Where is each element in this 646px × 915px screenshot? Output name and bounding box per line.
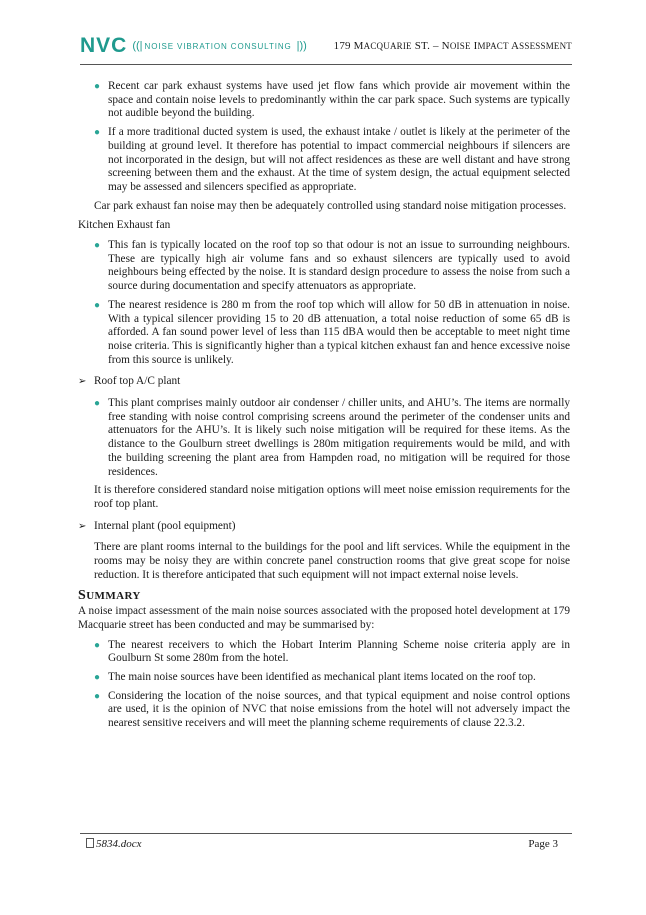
kitchen-heading: Kitchen Exhaust fan: [78, 219, 171, 232]
arrow-bullet-icon: ➢: [78, 520, 87, 532]
list-item: ● Considering the location of the noise sources, and that typical equipment and noise control options are used, it is the opinion of NVC that noise emissions from the hotel will not adversely impact the nearest sensitive receivers and will meet the planning scheme requirements of clause 22.3.2.: [94, 689, 570, 730]
logo-mark: NVC: [80, 34, 128, 57]
page-number: Page 3: [528, 838, 558, 850]
footer-divider: [80, 833, 572, 834]
bullet-icon: ●: [94, 240, 101, 252]
document-title: 179 MACQUARIE ST. – NOISE IMPACT ASSESSMENT: [333, 40, 572, 52]
carpark-bullets: [94, 80, 570, 195]
list-item: ● The nearest receivers to which the Hobart Interim Planning Scheme noise criteria apply are in Goulburn St some 280m from the hotel.: [94, 638, 570, 665]
summary-bullets: [94, 639, 570, 731]
summary-intro: A noise impact assessment of the main noise sources associated with the proposed hotel development at 179 Macquarie street has been conducted and may be summarised by:: [78, 605, 570, 631]
internal-heading: ➢ Internal plant (pool equipment): [78, 519, 236, 532]
logo-subtitle: NOISE VIBRATION CONSULTING: [144, 41, 292, 51]
bullet-icon: ●: [94, 81, 101, 92]
file-icon: [86, 838, 94, 848]
bullet-icon: ●: [94, 672, 101, 684]
list-item: ● The main noise sources have been identified as mechanical plant items located on the roof top.: [94, 671, 536, 684]
sound-wave-icon: ((|: [132, 40, 143, 52]
list-item: ● If a more traditional ducted system is used, the exhaust intake / outlet is likely at the perimeter of the building at ground level. It therefore has potential to impact commercial neighbours if silencers are not incorporated in the design, but will not affect residences as these are well distant and have strong screening between them and the exhaust. At the time of system design, the actual equipment selected may be assessed and silencers specified as appropriate.: [94, 126, 570, 193]
page-body: [78, 80, 570, 736]
list-item: ● The nearest residence is 280 m from the roof top which will allow for 50 dB in attenuation in noise. With a typical silencer providing 15 to 20 dB attenuation, a total noise reduction of some 65 dB is afforded. A fan sound power level of less than 115 dBA would then be acceptable to meet night time noise criteria. This is significantly higher than a typical kitchen exhaust fan and hence excessive noise from this source is unlikely.: [94, 298, 570, 366]
internal-body: There are plant rooms internal to the buildings for the pool and lift services. While the equipment in the rooms may be noisy they are within concrete panel construction rooms that give great scope for noise reduction. It is therefore anticipated that such equipment will not impact external noise levels.: [94, 541, 570, 581]
bullet-icon: ●: [94, 690, 101, 702]
arrow-bullet-icon: ➢: [78, 376, 87, 388]
nvc-logo: [80, 34, 309, 58]
header-divider: [80, 64, 572, 65]
bullet-icon: ●: [94, 127, 101, 139]
rooftop-heading: ➢ Roof top A/C plant: [78, 375, 181, 388]
kitchen-bullets: [94, 239, 570, 367]
rooftop-closing: It is therefore considered standard noise mitigation options will meet noise emission requirements for the roof top plant.: [94, 484, 570, 510]
summary-heading: SUMMARY: [78, 587, 141, 603]
list-item: ● Recent car park exhaust systems have used jet flow fans which provide air movement within the space and contain noise levels to predominantly within the car park space. Such systems are typically not audible beyond the building.: [94, 80, 570, 120]
bullet-icon: ●: [94, 398, 101, 410]
rooftop-bullets: [94, 397, 570, 479]
list-item: ● This fan is typically located on the roof top so that odour is not an issue to surrounding neighbours. These are typically high air volume fans and so exhaust silencers are typically used to avoid neighbours being effected by the noise. It is standard design procedure to assess the noise from such a source during documentation and specify attenuators as appropriate.: [94, 239, 570, 293]
carpark-closing: Car park exhaust fan noise may then be adequately controlled using standard noise mitigation processes.: [94, 199, 567, 212]
page-header: [80, 34, 572, 62]
bullet-icon: ●: [94, 299, 101, 311]
list-item: ● This plant comprises mainly outdoor air condenser / chiller units, and AHU’s. The items are normally free standing with noise control comprising screens around the perimeter of the condenser units and attenuators for the AHU’s. It is likely such noise mitigation will be required for these items. As the distance to the Goulburn street dwellings is 280m mitigation requirements would be mild, and with the building screening the plant area from Hampden road, no mitigation will be required for those residences.: [94, 397, 570, 478]
bullet-icon: ●: [94, 639, 101, 651]
sound-wave-icon: |)): [296, 40, 307, 52]
footer-filename: 5834.docx: [86, 838, 142, 850]
